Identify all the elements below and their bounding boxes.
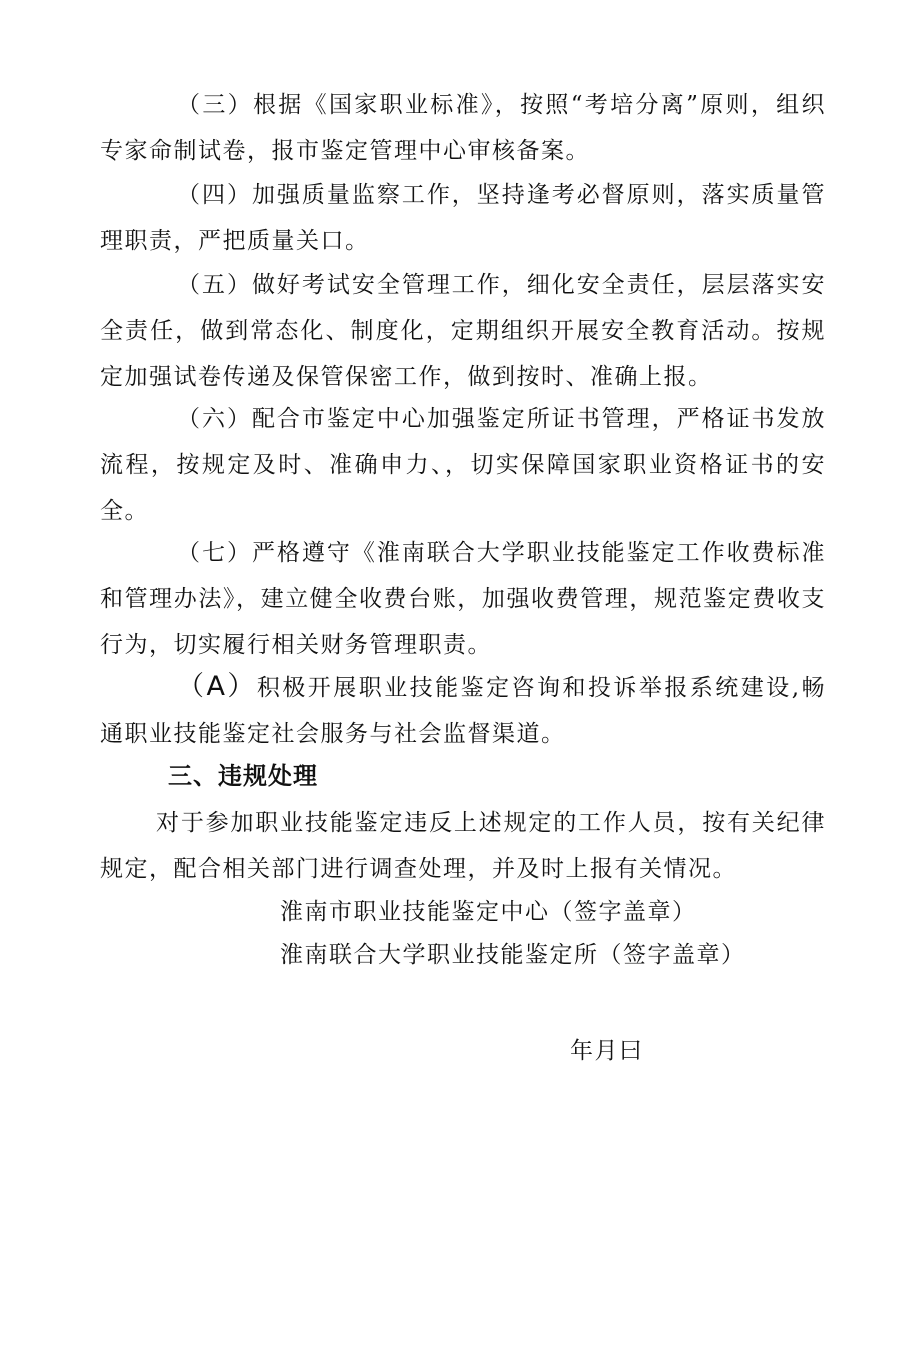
date-line: 年月曰 — [570, 1038, 644, 1064]
item-6-text: 配合市鉴定中心加强鉴定所证书管理，严格证书发放流程，按规定及时、准确申力、，切实保障国家职业资格证书的安全。 — [100, 406, 827, 524]
section-heading: 三、违规处理 — [168, 762, 318, 790]
item-3-marker: （三） — [177, 92, 253, 118]
item-4-text: 加强质量监察工作，坚持逢考必督原则，落实质量管理职责，严把质量关口。 — [100, 182, 827, 254]
item-7-text: 严格遵守《淮南联合大学职业技能鉴定工作收费标准和管理办法》，建立健全收费台账，加强收费管理，规范鉴定费收支行为，切实履行相关财务管理职责。 — [100, 540, 827, 658]
item-5-paragraph — [100, 262, 826, 400]
item-3-text: 根据《国家职业标准》，按照“考培分离”原则，组织专家命制试卷，报市鉴定管理中心审核备案。 — [100, 92, 826, 164]
item-6-marker: （六） — [177, 406, 252, 432]
item-8-text: 积极开展职业技能鉴定咨询和投诉举报系统建设,畅通职业技能鉴定社会服务与社会监督渠道。 — [100, 675, 826, 747]
item-7-paragraph — [100, 530, 826, 668]
item-6-paragraph — [100, 396, 826, 534]
signature-institute: 淮南联合大学职业技能鉴定所（签字盖章） — [280, 942, 746, 968]
item-8-marker: （A） — [177, 671, 257, 702]
item-4-marker: （四） — [177, 182, 252, 208]
item-3-paragraph — [100, 82, 826, 174]
item-5-text: 做好考试安全管理工作，细化安全责任，层层落实安全责任，做到常态化、制度化，定期组织开展安全教育活动。按规定加强试卷传递及保管保密工作，做到按时、准确上报。 — [100, 272, 827, 390]
item-4-paragraph — [100, 172, 826, 264]
violation-paragraph: 对于参加职业技能鉴定违反上述规定的工作人员，按有关纪律规定，配合相关部门进行调查处理，并及时上报有关情况。 — [100, 810, 826, 882]
item-7-marker: （七） — [177, 540, 252, 566]
item-5-marker: （五） — [177, 272, 252, 298]
item-8-paragraph — [100, 664, 826, 757]
signature-center: 淮南市职业技能鉴定中心（签字盖章） — [280, 899, 697, 925]
